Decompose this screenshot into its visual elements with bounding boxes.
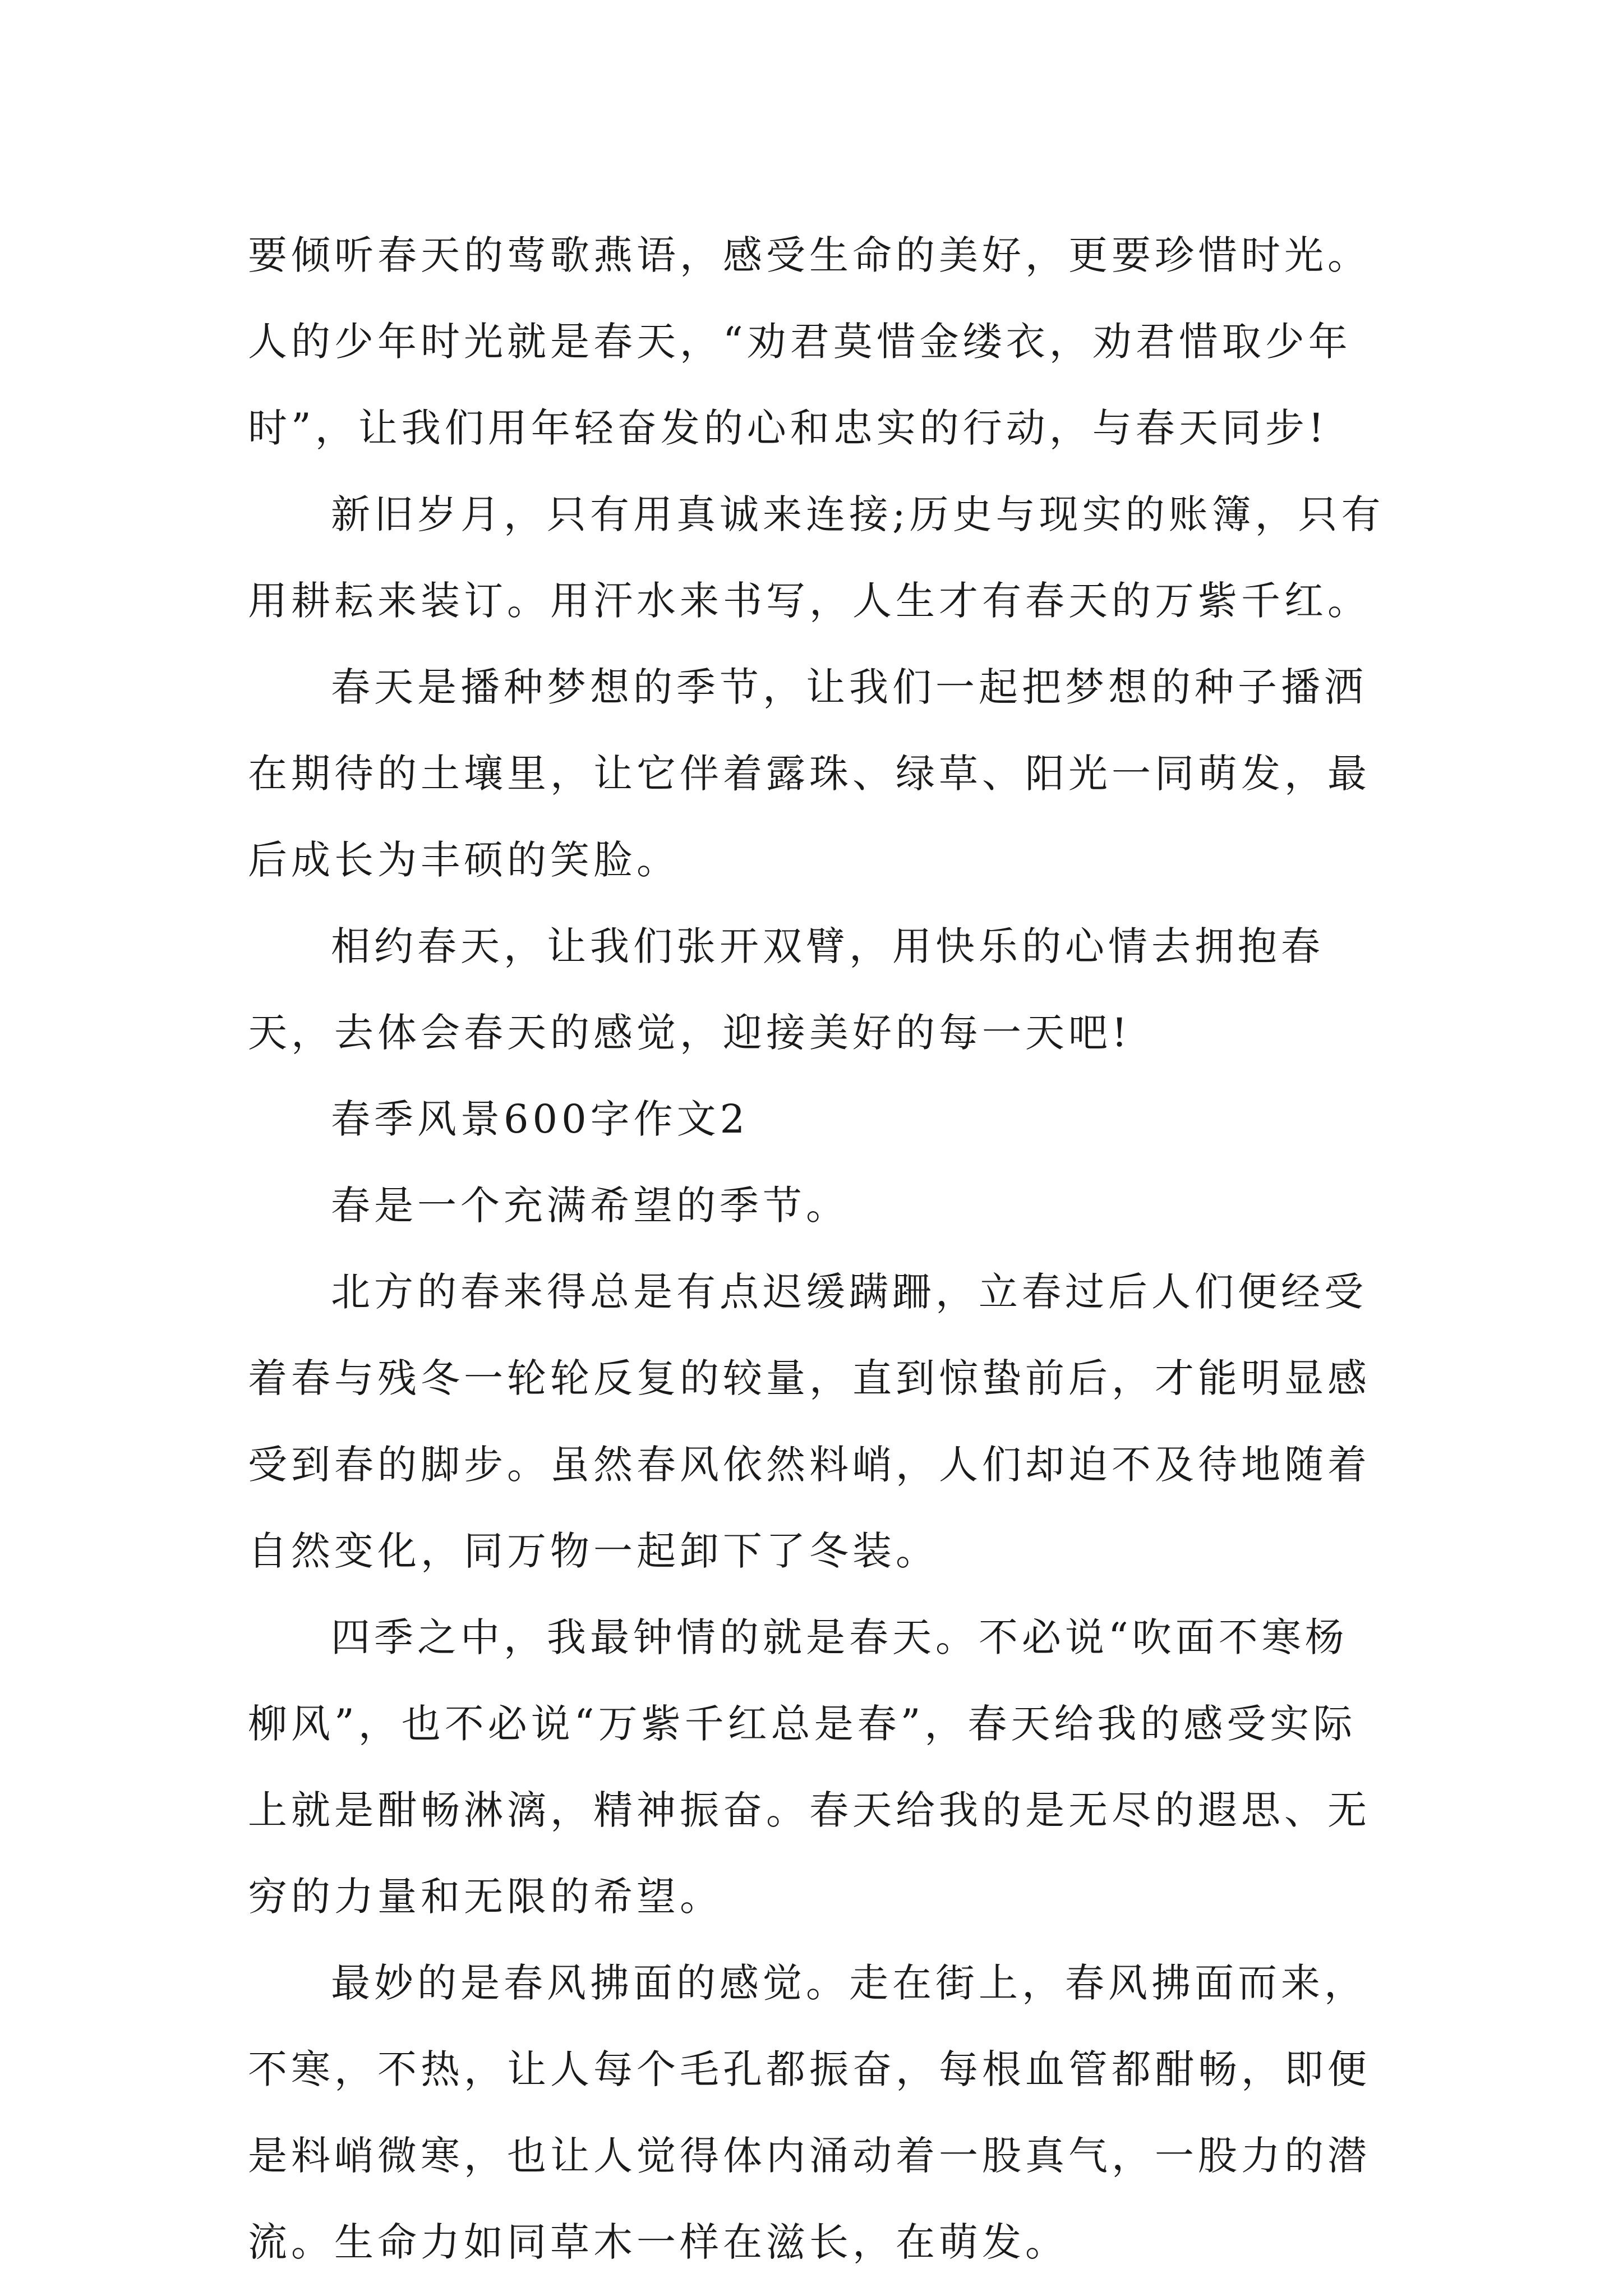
document-body — [248, 212, 1386, 2285]
paragraph: 新旧岁月，只有用真诚来连接;历史与现实的账簿，只有用耕耘来装订。用汗水来书写，人生才有春天的万紫千红。 — [248, 491, 1385, 624]
paragraph: 相约春天，让我们张开双臂，用快乐的心情去拥抱春天，去体会春天的感觉，迎接美好的每一天吧! — [248, 923, 1324, 1056]
paragraph: 最妙的是春风拂面的感觉。走在街上，春风拂面而来，不寒，不热，让人每个毛孔都振奋，每根血管都酣畅，即便是料峭微寒，也让人觉得体内涌动着一股真气，一股力的潜流。生命力如同草木一样在滋长，在萌发。 — [248, 1960, 1371, 2265]
paragraph: 四季之中，我最钟情的就是春天。不必说“吹面不寒杨柳风”，也不必说“万紫千红总是春”，春天给我的感受实际上就是酣畅淋漓，精神振奋。春天给我的是无尽的遐思、无穷的力量和无限的希望。 — [248, 1614, 1371, 1920]
paragraph: 春是一个充满希望的季节。 — [331, 1182, 849, 1228]
paragraph: 春天是播种梦想的季节，让我们一起把梦想的种子播洒在期待的土壤里，让它伴着露珠、绿草、阳光一同萌发，最后成长为丰硕的笑脸。 — [248, 664, 1371, 883]
paragraph-continued: 要倾听春天的莺歌燕语，感受生命的美好，更要珍惜时光。人的少年时光就是春天，“劝君莫惜金缕衣，劝君惜取少年时”，让我们用年轻奋发的心和忠实的行动，与春天同步! — [248, 232, 1371, 451]
paragraph: 北方的春来得总是有点迟缓蹒跚，立春过后人们便经受着春与残冬一轮轮反复的较量，直到惊蛰前后，才能明显感受到春的脚步。虽然春风依然料峭，人们却迫不及待地随着自然变化，同万物一起卸下了冬装。 — [248, 1269, 1371, 1574]
section-heading: 春季风景600字作文2 — [331, 1096, 749, 1142]
